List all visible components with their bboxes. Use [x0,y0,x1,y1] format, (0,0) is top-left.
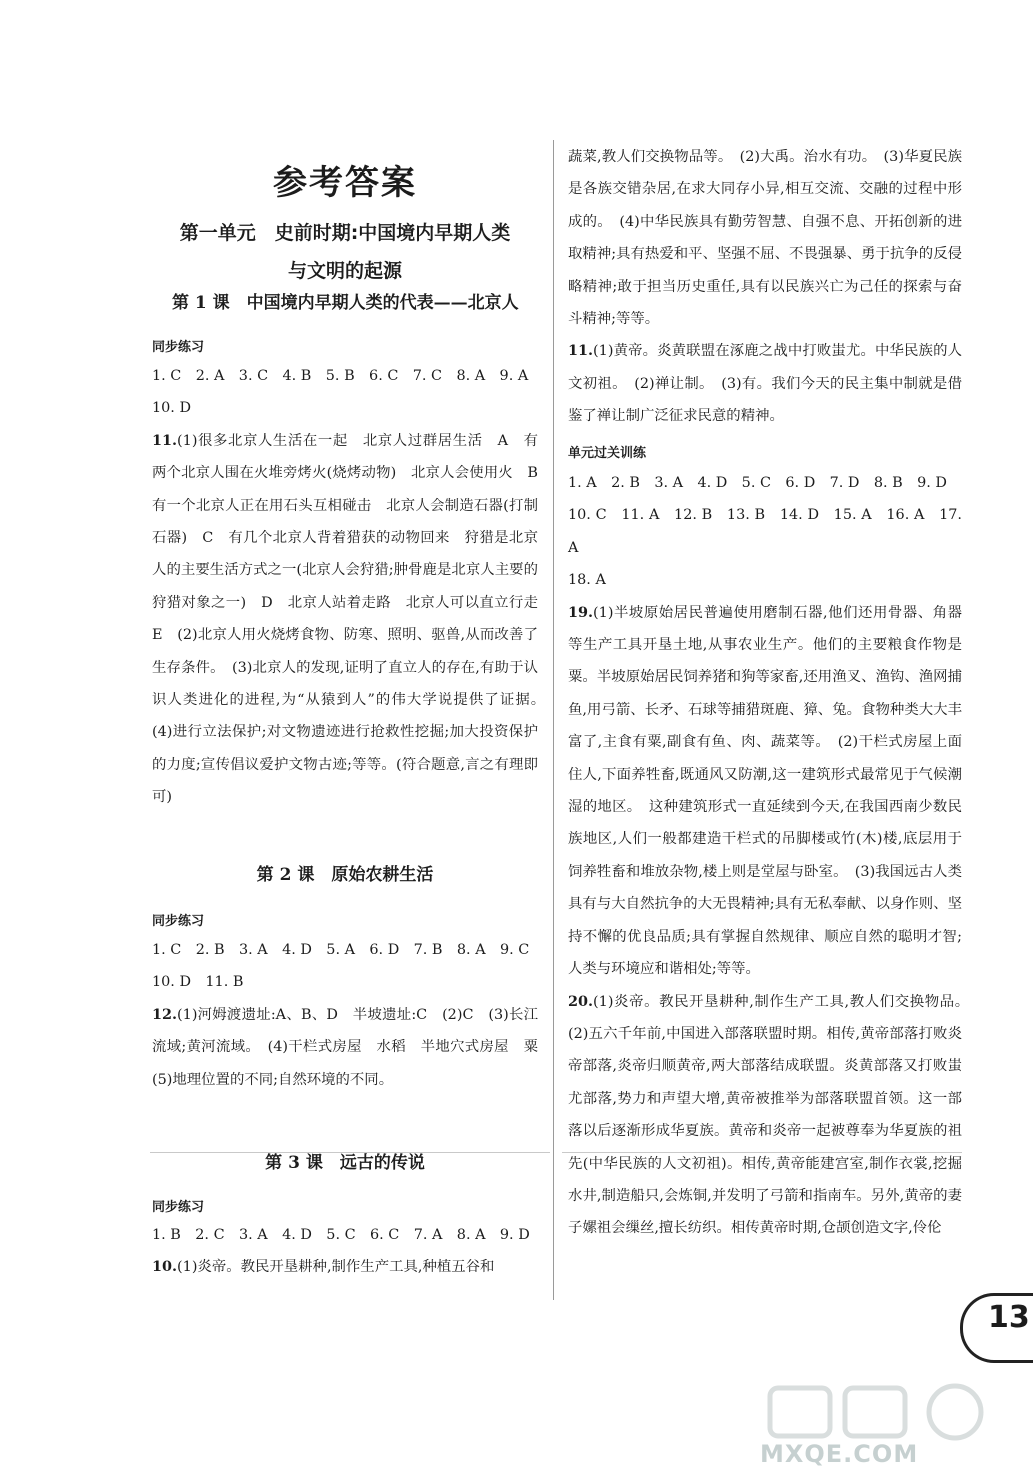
unit-review-subheading: 单元过关训练 [568,446,647,461]
unit-review-answers [568,467,977,1245]
answer-line: 10. C 11. A 12. B 13. B 14. D 15. A 16. A 17. A [568,507,962,556]
question-text: (1)黄帝。炎黄联盟在涿鹿之战中打败蚩尤。中华民族的人文初祖。 (2)禅让制。 (3)有。我们今天的民主集中制就是借鉴了禅让制广泛征求民意的精神。 [568,343,962,425]
question-number: 10. [152,1258,178,1276]
question-11 [152,425,553,814]
lesson-3-title: 第 3 课 远古的传说 [265,1153,425,1173]
question-text: (1)河姆渡遗址:A、B、D 半坡遗址:C (2)C (3)长江流域;黄河流域。 (4)干栏式房屋 水稻 半地穴式房屋 粟 (5)地理位置的不同;自然环境的不同。 [152,1006,553,1088]
lesson-3-answers [152,1219,538,1284]
question-number: 19. [568,603,594,621]
question-number: 11. [568,342,594,360]
lesson-1-mc-answers [152,360,553,814]
question-text: (1)半坡原始居民普遍使用磨制石器,他们还用骨器、角器等生产工具开垦土地,从事农业生产。他们的主要粮食作物是粟。半坡原始居民饲养猪和狗等家畜,还用渔叉、渔钩、渔网捕鱼,用弓箭、长矛、石球等捕猎斑鹿、獐、兔。食物种类大大丰富了,主食有粟,副食有鱼、肉、蔬菜等。 (2)干栏式房屋上面住人,下面养牲畜,既通风又防潮,这一建筑形式最常见于气候潮湿的地区。 这种建筑形式一直延续到今天,在我国西南少数民族地区,人们一般都建造干栏式的吊脚楼或竹(木)楼,底层用于饲养牲畜和堆放杂物,楼上则是堂屋与卧室。 (3)我国远古人类具有与大自然抗争的大无畏精神;具有无私奉献、以身作则、坚持不懈的优良品质;具有掌握自然规律、顺应自然的聪明才智;人类与环境应和谐相处;等等。 [568,604,962,978]
question-11 [568,335,962,432]
answer-line: 1. C 2. A 3. C 4. B 5. B 6. C 7. C 8. A 9. A [152,368,529,384]
question-number: 12. [152,1005,178,1023]
lesson-1-subheading: 同步练习 [152,340,205,355]
left-column [152,0,553,1300]
lesson-1-title: 第 1 课 中国境内早期人类的代表——北京人 [172,293,519,313]
question-text: (1)炎帝。教民开垦耕种,制作生产工具,教人们交换物品。 (2)五六千年前,中国进入部落联盟时期。相传,黄帝部落打败炎帝部落,炎帝归顺黄帝,两大部落结成联盟。炎黄部落又打败蚩尤部落,势力和声望大增,黄帝被推举为部落联盟首领。这一部落以后逐渐形成华夏族。黄帝和炎帝一起被尊奉为华夏族的祖先(中华民族的人文初祖)。相传,黄帝能建宫室,制作衣裳,挖掘水井,制造船只,会炼铜,并发明了弓箭和指南车。另外,黄帝的妻子嫘祖会缫丝,擅长纺织。相传黄帝时期,仓颉创造文字,伶伦 [568,993,977,1237]
answer-line: 1. A 2. B 3. A 4. D 5. C 6. D 7. D 8. B 9. D [568,475,947,491]
question-number: 20. [568,992,594,1010]
answer-line: 10. D 11. B [152,974,244,991]
lesson-2-subheading: 同步练习 [152,914,205,929]
answer-line: 1. C 2. B 3. A 4. D 5. A 6. D 7. B 8. A 9. C [152,942,530,958]
question-20 [568,986,977,1245]
answer-line: 18. A [568,572,606,589]
question-19 [568,597,962,986]
answer-line: 1. B 2. C 3. A 4. D 5. C 6. C 7. A 8. A 9. D [152,1227,530,1243]
answer-line: 10. D [152,400,191,417]
column-divider [553,140,554,1300]
lesson-2-title: 第 2 课 原始农耕生活 [256,865,434,885]
page-title: 参考答案 [273,163,417,203]
question-text: (1)很多北京人生活在一起 北京人过群居生活 A 有两个北京人围在火堆旁烤火(烧烤动物) 北京人会使用火 B 有一个北京人正在用石头互相碰击 北京人会制造石器(打制石器) C 有几个北京人背着猎获的动物回来 狩猎是北京人的主要生活方式之一(北京人会狩猎;肿骨鹿是北京人主要的狩猎对象之一) D 北京人站着走路 北京人可以直立行走 E (2)北京人用火烧烤食物、防寒、照明、驱兽,从而改善了生存条件。 (3)北京人的发现,证明了直立人的存在,有助于认识人类进化的进程,为“从猿到人”的伟大学说提供了证据。 (4)进行立法保护;对文物遗迹进行抢救性挖掘;加大投资保护的力度;宣传倡议爱护文物古迹;等等。(符合题意,言之有理即可) [152,432,553,806]
question-10 [152,1251,538,1283]
continuation-text: 蔬菜,教人们交换物品等。 (2)大禹。治水有功。 (3)华夏民族是各族交错杂居,在求大同存小异,相互交流、交融的过程中形成的。 (4)中华民族具有勤劳智慧、自强不息、开拓创新的进取精神;具有热爱和平、坚强不屈、不畏强暴、勇于抗争的反侵略精神;敢于担当历史重任,具有以民族兴亡为己任的探索与奋斗精神;等等。 [568,149,962,328]
lesson-2-answers [152,934,553,1096]
lesson-3-subheading: 同步练习 [152,1200,205,1215]
unit-title-line-1: 第一单元 史前时期:中国境内早期人类 [179,222,511,244]
question-number: 11. [152,431,178,449]
question-text: (1)炎帝。教民开垦耕种,制作生产工具,种植五谷和 [177,1259,495,1276]
watermark-text: MXQE.COM [760,1440,919,1468]
unit-title-line-2: 与文明的起源 [287,260,402,282]
right-continuation [568,141,962,433]
question-12 [152,999,553,1096]
right-column [568,0,977,1300]
page-number: 13 [988,1300,1030,1335]
